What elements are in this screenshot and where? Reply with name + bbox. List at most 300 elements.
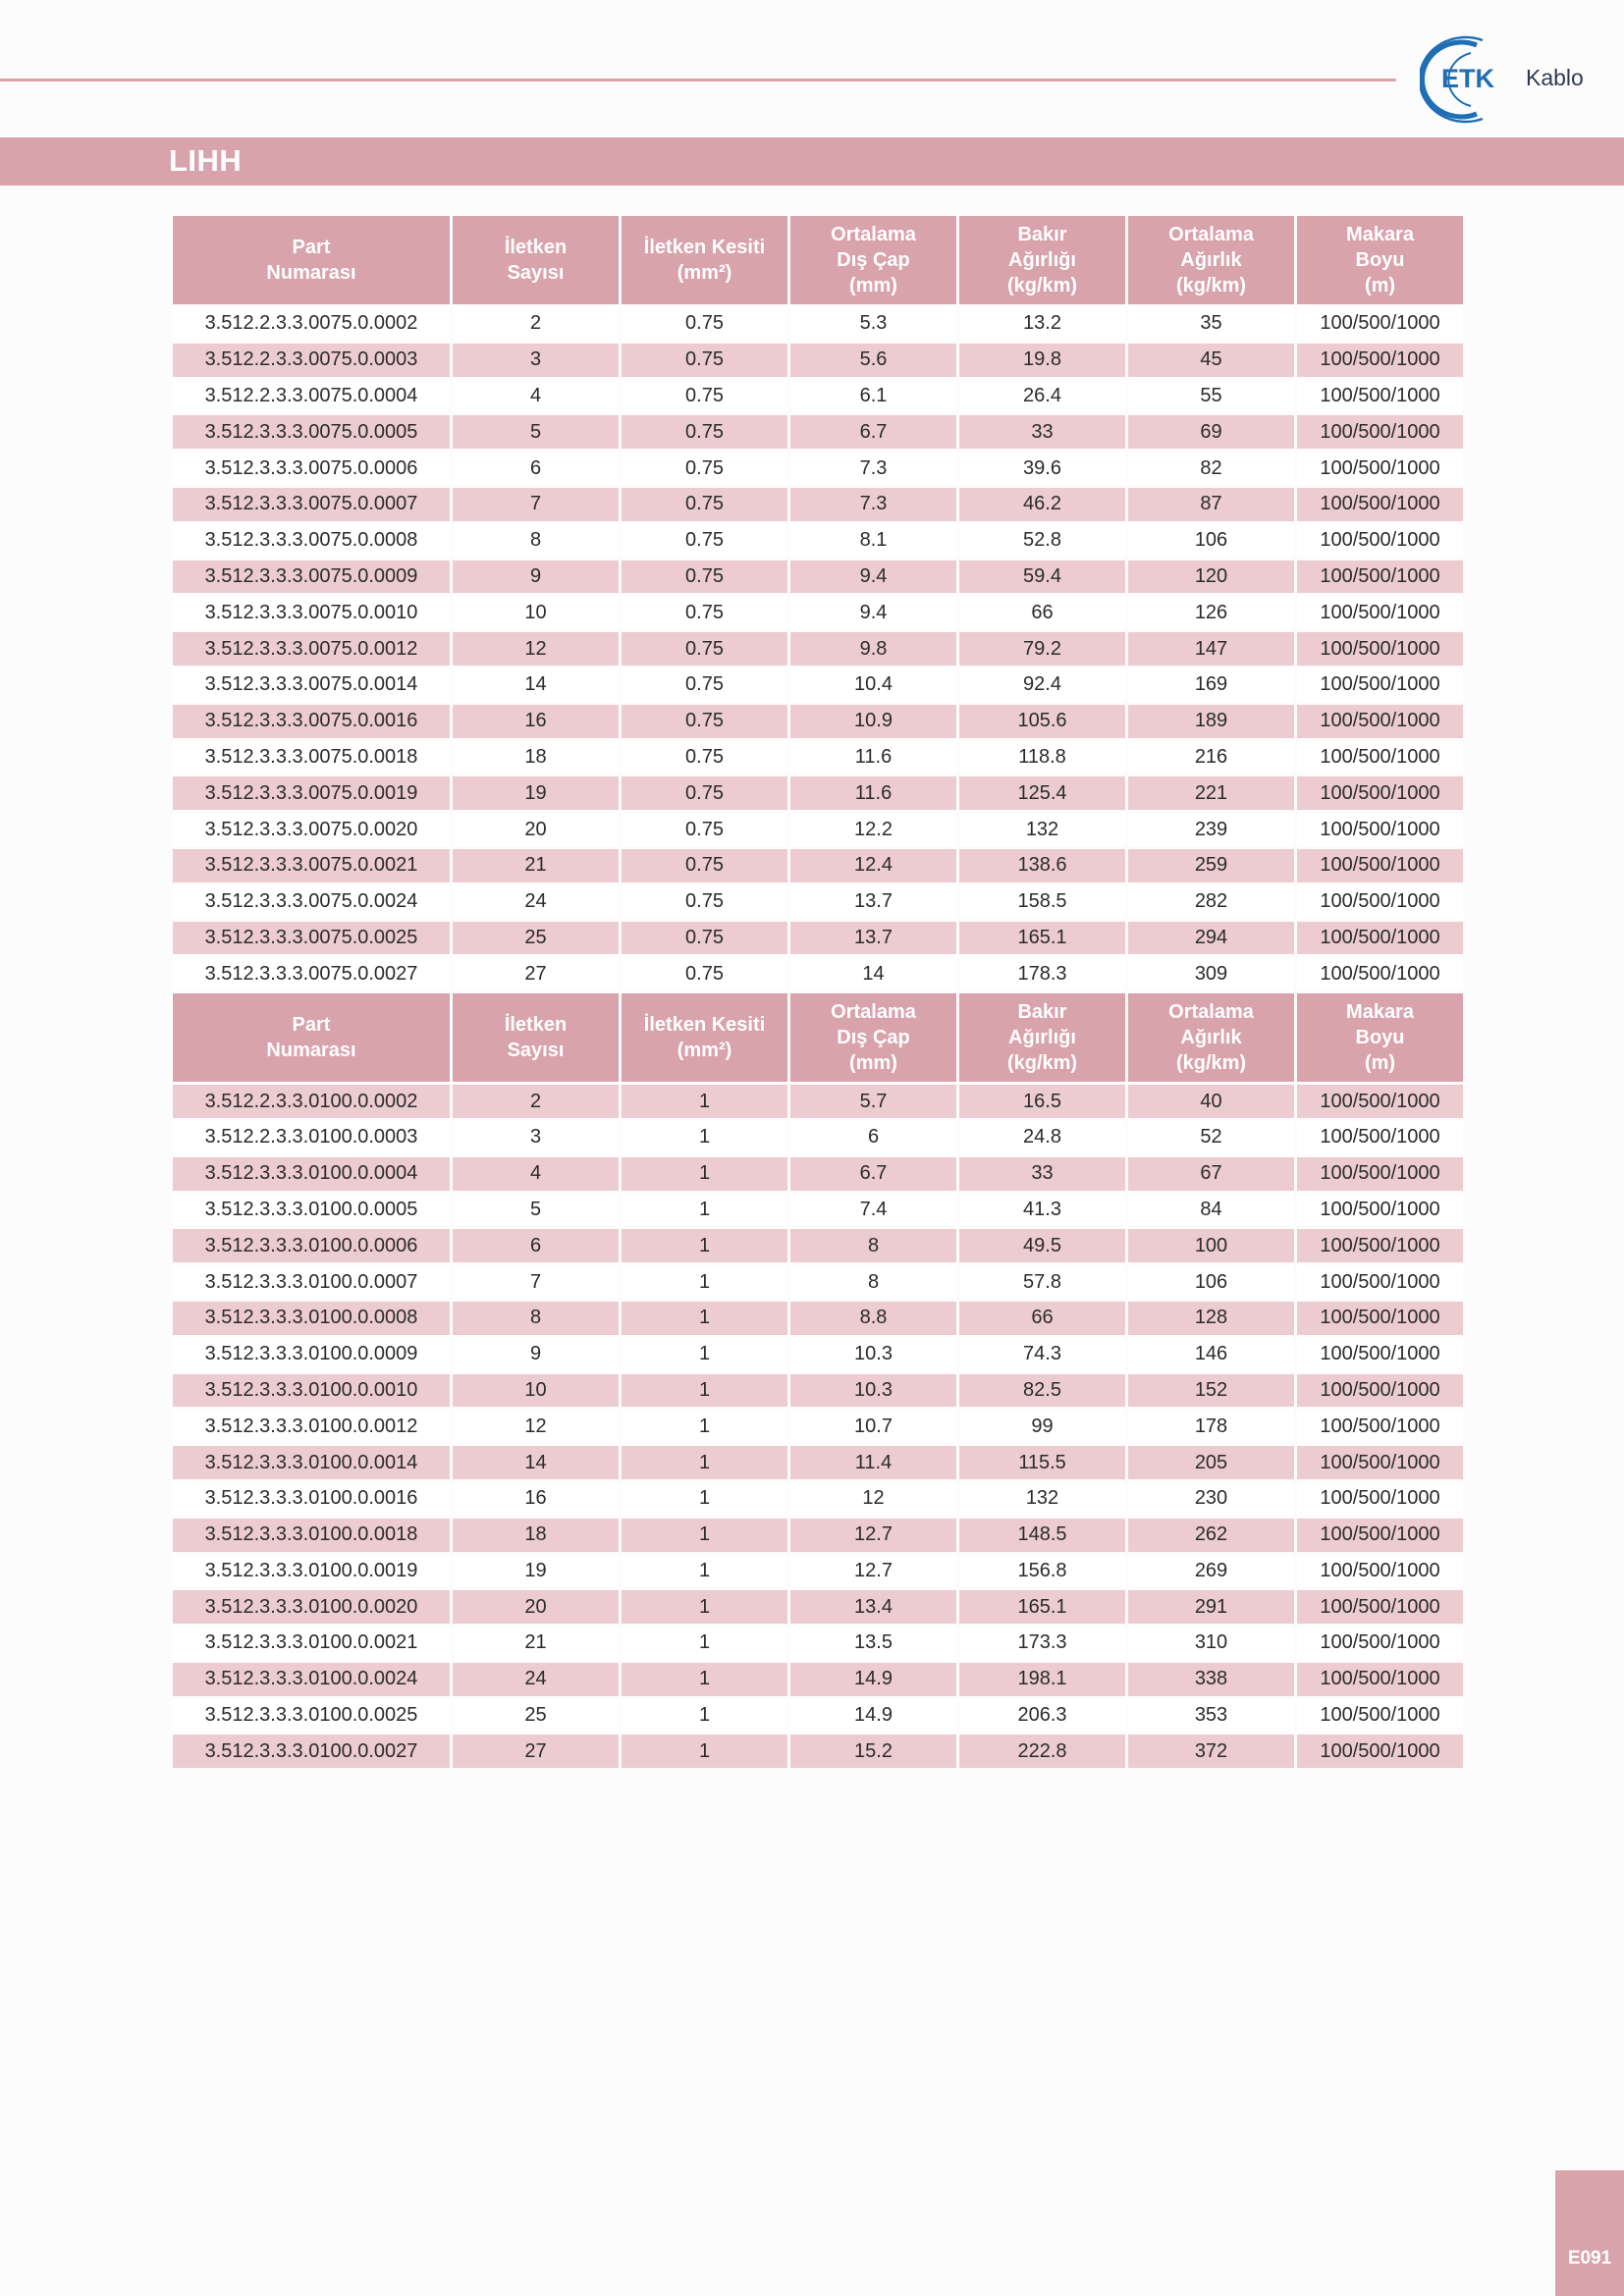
cell-conductor-count: 7: [453, 488, 619, 521]
cell-copper-weight: 132: [959, 1482, 1125, 1516]
header-line: (kg/km): [1006, 1052, 1078, 1075]
cell-conductor-count: 21: [453, 849, 619, 882]
header-line: Dış Çap: [837, 1027, 910, 1049]
cell-outer-diameter: 12.7: [790, 1519, 956, 1552]
cell-reel-length: 100/500/1000: [1297, 922, 1463, 955]
cell-reel-length: 100/500/1000: [1297, 813, 1463, 846]
header-line: (mm²): [677, 262, 732, 284]
table-row: [173, 1735, 1463, 1768]
cell-average-weight: 294: [1128, 922, 1294, 955]
cell-conductor-count: 5: [453, 415, 619, 449]
cell-copper-weight: 24.8: [959, 1121, 1125, 1154]
cell-part-number: 3.512.3.3.3.0075.0.0005: [173, 415, 450, 449]
header-line: İletken Kesiti: [643, 1014, 766, 1037]
header-line: Sayısı: [507, 262, 565, 284]
cell-average-weight: 147: [1128, 632, 1294, 666]
table-row: [173, 488, 1463, 521]
table-row: [173, 1338, 1463, 1371]
cell-conductor-cross-section: 0.75: [622, 596, 787, 629]
cell-outer-diameter: 11.4: [790, 1446, 956, 1479]
header-line: Ortalama: [1168, 224, 1254, 245]
cell-conductor-count: 25: [453, 922, 619, 955]
cell-conductor-count: 3: [453, 1121, 619, 1154]
cell-part-number: 3.512.2.3.3.0100.0.0003: [173, 1121, 450, 1154]
cell-part-number: 3.512.3.3.3.0100.0.0012: [173, 1410, 450, 1443]
cell-copper-weight: 66: [959, 596, 1125, 629]
cell-outer-diameter: 8: [790, 1229, 956, 1262]
cell-outer-diameter: 8.1: [790, 524, 956, 558]
cell-reel-length: 100/500/1000: [1297, 1374, 1463, 1408]
table-header-row: [173, 216, 1463, 304]
cell-reel-length: 100/500/1000: [1297, 632, 1463, 666]
cell-part-number: 3.512.2.3.3.0075.0.0004: [173, 380, 450, 413]
cell-reel-length: 100/500/1000: [1297, 1085, 1463, 1118]
cell-conductor-count: 3: [453, 344, 619, 377]
cell-average-weight: 239: [1128, 813, 1294, 846]
page-title: LIHH: [169, 143, 243, 178]
header-line: Part: [292, 237, 331, 258]
table-row: [173, 1265, 1463, 1299]
header-line: Boyu: [1355, 249, 1405, 271]
cell-part-number: 3.512.3.3.3.0075.0.0014: [173, 668, 450, 702]
cell-conductor-cross-section: 1: [622, 1555, 787, 1588]
cell-copper-weight: 118.8: [959, 741, 1125, 774]
cell-part-number: 3.512.3.3.3.0100.0.0018: [173, 1519, 450, 1552]
cell-outer-diameter: 6.1: [790, 380, 956, 413]
cell-reel-length: 100/500/1000: [1297, 1446, 1463, 1479]
cell-conductor-cross-section: 0.75: [622, 380, 787, 413]
header-line: Makara: [1346, 224, 1414, 245]
cell-conductor-count: 20: [453, 813, 619, 846]
cell-reel-length: 100/500/1000: [1297, 344, 1463, 377]
header-line: Ortalama: [1168, 1001, 1254, 1024]
cell-average-weight: 310: [1128, 1627, 1294, 1660]
cell-copper-weight: 19.8: [959, 344, 1125, 377]
cell-conductor-count: 19: [453, 1555, 619, 1588]
table-row: [173, 1229, 1463, 1262]
cell-reel-length: 100/500/1000: [1297, 307, 1463, 341]
cell-average-weight: 35: [1128, 307, 1294, 341]
cell-outer-diameter: 7.3: [790, 452, 956, 485]
cell-average-weight: 259: [1128, 849, 1294, 882]
header-line: Ağırlık: [1180, 249, 1242, 271]
cell-average-weight: 55: [1128, 380, 1294, 413]
cell-outer-diameter: 5.3: [790, 307, 956, 341]
cell-average-weight: 169: [1128, 668, 1294, 702]
cell-part-number: 3.512.2.3.3.0100.0.0002: [173, 1085, 450, 1118]
cell-copper-weight: 57.8: [959, 1265, 1125, 1299]
header-line: Boyu: [1355, 1027, 1405, 1049]
table-row: [173, 668, 1463, 702]
cell-copper-weight: 59.4: [959, 561, 1125, 594]
cell-conductor-cross-section: 0.75: [622, 957, 787, 990]
cell-conductor-cross-section: 0.75: [622, 776, 787, 810]
cell-outer-diameter: 12.4: [790, 849, 956, 882]
cell-average-weight: 309: [1128, 957, 1294, 990]
cell-copper-weight: 92.4: [959, 668, 1125, 702]
cell-reel-length: 100/500/1000: [1297, 1555, 1463, 1588]
cell-reel-length: 100/500/1000: [1297, 1229, 1463, 1262]
cell-conductor-count: 27: [453, 1735, 619, 1768]
cell-reel-length: 100/500/1000: [1297, 957, 1463, 990]
cell-reel-length: 100/500/1000: [1297, 1265, 1463, 1299]
cell-conductor-cross-section: 0.75: [622, 632, 787, 666]
cell-reel-length: 100/500/1000: [1297, 849, 1463, 882]
header-line: Bakır: [1017, 224, 1067, 245]
cell-reel-length: 100/500/1000: [1297, 452, 1463, 485]
cell-copper-weight: 165.1: [959, 922, 1125, 955]
cell-average-weight: 128: [1128, 1302, 1294, 1335]
cell-copper-weight: 173.3: [959, 1627, 1125, 1660]
table-row: [173, 922, 1463, 955]
table-header-row: [173, 993, 1463, 1082]
header-conductor-count: [453, 993, 619, 1082]
cell-conductor-cross-section: 1: [622, 1085, 787, 1118]
cell-copper-weight: 33: [959, 415, 1125, 449]
cell-part-number: 3.512.3.3.3.0100.0.0006: [173, 1229, 450, 1262]
cell-average-weight: 40: [1128, 1085, 1294, 1118]
cell-conductor-cross-section: 0.75: [622, 307, 787, 341]
cell-conductor-cross-section: 1: [622, 1482, 787, 1516]
cell-part-number: 3.512.2.3.3.0075.0.0002: [173, 307, 450, 341]
cell-reel-length: 100/500/1000: [1297, 380, 1463, 413]
cell-outer-diameter: 10.7: [790, 1410, 956, 1443]
cell-conductor-count: 18: [453, 741, 619, 774]
cell-average-weight: 152: [1128, 1374, 1294, 1408]
cell-average-weight: 189: [1128, 705, 1294, 738]
cell-copper-weight: 82.5: [959, 1374, 1125, 1408]
cell-average-weight: 216: [1128, 741, 1294, 774]
cell-average-weight: 338: [1128, 1663, 1294, 1696]
cell-copper-weight: 79.2: [959, 632, 1125, 666]
cell-part-number: 3.512.3.3.3.0075.0.0019: [173, 776, 450, 810]
cell-average-weight: 84: [1128, 1194, 1294, 1227]
cell-average-weight: 282: [1128, 885, 1294, 919]
cell-copper-weight: 66: [959, 1302, 1125, 1335]
cell-outer-diameter: 10.3: [790, 1338, 956, 1371]
cell-outer-diameter: 14.9: [790, 1699, 956, 1733]
cell-average-weight: 67: [1128, 1157, 1294, 1191]
cell-outer-diameter: 13.4: [790, 1590, 956, 1624]
cell-average-weight: 353: [1128, 1699, 1294, 1733]
cell-conductor-count: 7: [453, 1265, 619, 1299]
cell-part-number: 3.512.3.3.3.0100.0.0009: [173, 1338, 450, 1371]
cell-average-weight: 100: [1128, 1229, 1294, 1262]
cell-copper-weight: 16.5: [959, 1085, 1125, 1118]
cell-outer-diameter: 13.7: [790, 885, 956, 919]
header-part-number: [173, 216, 450, 304]
cell-conductor-count: 16: [453, 705, 619, 738]
cell-outer-diameter: 6.7: [790, 415, 956, 449]
logo-suffix: Kablo: [1526, 65, 1584, 90]
cell-conductor-cross-section: 1: [622, 1265, 787, 1299]
cell-part-number: 3.512.3.3.3.0075.0.0020: [173, 813, 450, 846]
cell-conductor-cross-section: 1: [622, 1663, 787, 1696]
cell-reel-length: 100/500/1000: [1297, 668, 1463, 702]
cell-conductor-count: 8: [453, 524, 619, 558]
cell-outer-diameter: 14.9: [790, 1663, 956, 1696]
cell-reel-length: 100/500/1000: [1297, 596, 1463, 629]
cell-copper-weight: 99: [959, 1410, 1125, 1443]
cell-copper-weight: 178.3: [959, 957, 1125, 990]
table-row: [173, 957, 1463, 990]
cell-outer-diameter: 13.5: [790, 1627, 956, 1660]
cell-conductor-cross-section: 1: [622, 1121, 787, 1154]
cell-conductor-cross-section: 0.75: [622, 524, 787, 558]
cell-outer-diameter: 10.4: [790, 668, 956, 702]
table-row: [173, 307, 1463, 341]
page-number: E091: [1567, 2248, 1612, 2269]
table-row: [173, 1194, 1463, 1227]
cell-average-weight: 269: [1128, 1555, 1294, 1588]
cell-conductor-count: 8: [453, 1302, 619, 1335]
header-line: İletken: [504, 237, 568, 258]
header-line: Part: [292, 1014, 331, 1037]
cell-part-number: 3.512.3.3.3.0075.0.0016: [173, 705, 450, 738]
header-line: İletken Kesiti: [643, 237, 766, 258]
cell-conductor-cross-section: 0.75: [622, 488, 787, 521]
cell-reel-length: 100/500/1000: [1297, 1590, 1463, 1624]
table-row: [173, 1663, 1463, 1696]
cell-conductor-cross-section: 0.75: [622, 813, 787, 846]
table-row: [173, 380, 1463, 413]
cell-reel-length: 100/500/1000: [1297, 1482, 1463, 1516]
header-line: Dış Çap: [837, 249, 910, 271]
cell-conductor-count: 6: [453, 452, 619, 485]
table-row: [173, 344, 1463, 377]
cell-copper-weight: 74.3: [959, 1338, 1125, 1371]
cell-outer-diameter: 6: [790, 1121, 956, 1154]
header-line: Numarası: [266, 1040, 356, 1062]
cell-average-weight: 291: [1128, 1590, 1294, 1624]
header-reel-length: [1297, 216, 1463, 304]
cell-conductor-cross-section: 0.75: [622, 885, 787, 919]
cell-average-weight: 52: [1128, 1121, 1294, 1154]
table-row: [173, 885, 1463, 919]
table-row: [173, 1555, 1463, 1588]
page-tab: [1555, 2170, 1624, 2296]
cell-conductor-count: 24: [453, 885, 619, 919]
cell-reel-length: 100/500/1000: [1297, 488, 1463, 521]
cell-part-number: 3.512.3.3.3.0075.0.0025: [173, 922, 450, 955]
cell-conductor-count: 9: [453, 1338, 619, 1371]
cell-part-number: 3.512.3.3.3.0100.0.0014: [173, 1446, 450, 1479]
cell-reel-length: 100/500/1000: [1297, 561, 1463, 594]
table-row: [173, 1627, 1463, 1660]
cell-conductor-count: 14: [453, 668, 619, 702]
cell-conductor-cross-section: 1: [622, 1699, 787, 1733]
cell-copper-weight: 105.6: [959, 705, 1125, 738]
cell-part-number: 3.512.2.3.3.0075.0.0003: [173, 344, 450, 377]
cell-average-weight: 45: [1128, 344, 1294, 377]
cell-reel-length: 100/500/1000: [1297, 524, 1463, 558]
cell-copper-weight: 39.6: [959, 452, 1125, 485]
header-line: (m): [1364, 275, 1396, 296]
header-line: (m): [1364, 1052, 1396, 1075]
cell-part-number: 3.512.3.3.3.0100.0.0019: [173, 1555, 450, 1588]
table-row: [173, 415, 1463, 449]
cell-outer-diameter: 5.6: [790, 344, 956, 377]
cell-average-weight: 69: [1128, 415, 1294, 449]
cell-reel-length: 100/500/1000: [1297, 1121, 1463, 1154]
cell-part-number: 3.512.3.3.3.0100.0.0007: [173, 1265, 450, 1299]
header-average-weight: [1128, 993, 1294, 1082]
cell-part-number: 3.512.3.3.3.0075.0.0018: [173, 741, 450, 774]
header-conductor-count: [453, 216, 619, 304]
cell-reel-length: 100/500/1000: [1297, 1519, 1463, 1552]
cell-conductor-cross-section: 1: [622, 1229, 787, 1262]
table-row: [173, 1446, 1463, 1479]
table-row: [173, 776, 1463, 810]
cell-reel-length: 100/500/1000: [1297, 415, 1463, 449]
spec-table: [170, 213, 1466, 1771]
cell-conductor-count: 2: [453, 307, 619, 341]
cell-conductor-cross-section: 1: [622, 1374, 787, 1408]
table-row: [173, 524, 1463, 558]
cell-conductor-cross-section: 1: [622, 1302, 787, 1335]
cell-part-number: 3.512.3.3.3.0075.0.0027: [173, 957, 450, 990]
cell-outer-diameter: 11.6: [790, 776, 956, 810]
cell-conductor-count: 20: [453, 1590, 619, 1624]
header-line: (mm): [849, 1052, 897, 1075]
cell-part-number: 3.512.3.3.3.0100.0.0005: [173, 1194, 450, 1227]
cell-conductor-cross-section: 0.75: [622, 344, 787, 377]
cell-copper-weight: 49.5: [959, 1229, 1125, 1262]
logo-mark-text: ETK: [1441, 64, 1494, 93]
cell-conductor-cross-section: 1: [622, 1590, 787, 1624]
cell-average-weight: 120: [1128, 561, 1294, 594]
header-line: Bakır: [1017, 1001, 1067, 1024]
cell-conductor-cross-section: 0.75: [622, 705, 787, 738]
table-row: [173, 596, 1463, 629]
table-row: [173, 1374, 1463, 1408]
header-line: Makara: [1346, 1001, 1414, 1024]
header-line: Ortalama: [831, 1001, 916, 1024]
cell-average-weight: 106: [1128, 524, 1294, 558]
cell-outer-diameter: 14: [790, 957, 956, 990]
cell-part-number: 3.512.3.3.3.0100.0.0004: [173, 1157, 450, 1191]
cell-part-number: 3.512.3.3.3.0100.0.0010: [173, 1374, 450, 1408]
cell-conductor-count: 6: [453, 1229, 619, 1262]
cell-conductor-cross-section: 1: [622, 1194, 787, 1227]
cell-outer-diameter: 9.4: [790, 596, 956, 629]
cell-part-number: 3.512.3.3.3.0075.0.0012: [173, 632, 450, 666]
cell-part-number: 3.512.3.3.3.0100.0.0020: [173, 1590, 450, 1624]
cell-reel-length: 100/500/1000: [1297, 705, 1463, 738]
cell-part-number: 3.512.3.3.3.0100.0.0025: [173, 1699, 450, 1733]
table-row: [173, 1121, 1463, 1154]
cell-conductor-cross-section: 0.75: [622, 415, 787, 449]
cell-average-weight: 262: [1128, 1519, 1294, 1552]
table-row: [173, 705, 1463, 738]
cell-conductor-count: 24: [453, 1663, 619, 1696]
cell-copper-weight: 13.2: [959, 307, 1125, 341]
header-outer-diameter: [790, 216, 956, 304]
cell-part-number: 3.512.3.3.3.0100.0.0027: [173, 1735, 450, 1768]
cell-copper-weight: 206.3: [959, 1699, 1125, 1733]
cell-conductor-count: 10: [453, 596, 619, 629]
cell-copper-weight: 222.8: [959, 1735, 1125, 1768]
cell-part-number: 3.512.3.3.3.0100.0.0021: [173, 1627, 450, 1660]
cell-part-number: 3.512.3.3.3.0075.0.0007: [173, 488, 450, 521]
header-line: Ağırlığı: [1008, 1027, 1076, 1049]
cell-average-weight: 82: [1128, 452, 1294, 485]
cell-reel-length: 100/500/1000: [1297, 1338, 1463, 1371]
table-row: [173, 1590, 1463, 1624]
header-line: (mm²): [677, 1040, 732, 1062]
cell-outer-diameter: 15.2: [790, 1735, 956, 1768]
cell-reel-length: 100/500/1000: [1297, 1627, 1463, 1660]
cell-outer-diameter: 9.8: [790, 632, 956, 666]
cell-part-number: 3.512.3.3.3.0100.0.0008: [173, 1302, 450, 1335]
cell-reel-length: 100/500/1000: [1297, 1302, 1463, 1335]
header-line: İletken: [504, 1014, 568, 1037]
cell-outer-diameter: 7.4: [790, 1194, 956, 1227]
cell-conductor-cross-section: 0.75: [622, 668, 787, 702]
header-conductor-cross-section: [622, 216, 787, 304]
cell-copper-weight: 125.4: [959, 776, 1125, 810]
cell-conductor-cross-section: 1: [622, 1410, 787, 1443]
cell-outer-diameter: 6.7: [790, 1157, 956, 1191]
cell-conductor-cross-section: 1: [622, 1627, 787, 1660]
cell-conductor-count: 19: [453, 776, 619, 810]
cell-copper-weight: 26.4: [959, 380, 1125, 413]
cell-average-weight: 126: [1128, 596, 1294, 629]
table-row: [173, 1302, 1463, 1335]
cell-average-weight: 221: [1128, 776, 1294, 810]
header-average-weight: [1128, 216, 1294, 304]
cell-conductor-count: 21: [453, 1627, 619, 1660]
cell-copper-weight: 138.6: [959, 849, 1125, 882]
cell-part-number: 3.512.3.3.3.0075.0.0008: [173, 524, 450, 558]
cell-conductor-count: 4: [453, 380, 619, 413]
cell-part-number: 3.512.3.3.3.0075.0.0021: [173, 849, 450, 882]
cell-part-number: 3.512.3.3.3.0075.0.0010: [173, 596, 450, 629]
table-row: [173, 849, 1463, 882]
cell-average-weight: 106: [1128, 1265, 1294, 1299]
cell-outer-diameter: 7.3: [790, 488, 956, 521]
header-part-number: [173, 993, 450, 1082]
cell-outer-diameter: 5.7: [790, 1085, 956, 1118]
cell-conductor-cross-section: 0.75: [622, 922, 787, 955]
cell-conductor-cross-section: 0.75: [622, 452, 787, 485]
header-line: Sayısı: [507, 1040, 565, 1062]
cell-average-weight: 372: [1128, 1735, 1294, 1768]
cell-part-number: 3.512.3.3.3.0075.0.0009: [173, 561, 450, 594]
cell-conductor-cross-section: 0.75: [622, 741, 787, 774]
header-line: Ortalama: [831, 224, 916, 245]
cell-reel-length: 100/500/1000: [1297, 741, 1463, 774]
cell-conductor-count: 25: [453, 1699, 619, 1733]
cell-average-weight: 230: [1128, 1482, 1294, 1516]
cell-reel-length: 100/500/1000: [1297, 1699, 1463, 1733]
cell-conductor-count: 4: [453, 1157, 619, 1191]
cell-copper-weight: 115.5: [959, 1446, 1125, 1479]
cell-copper-weight: 52.8: [959, 524, 1125, 558]
cell-outer-diameter: 10.9: [790, 705, 956, 738]
cell-part-number: 3.512.3.3.3.0100.0.0024: [173, 1663, 450, 1696]
cell-outer-diameter: 12.7: [790, 1555, 956, 1588]
cell-copper-weight: 46.2: [959, 488, 1125, 521]
header-line: (kg/km): [1006, 275, 1078, 296]
cell-part-number: 3.512.3.3.3.0100.0.0016: [173, 1482, 450, 1516]
cell-copper-weight: 41.3: [959, 1194, 1125, 1227]
cell-conductor-count: 2: [453, 1085, 619, 1118]
cell-copper-weight: 165.1: [959, 1590, 1125, 1624]
cell-copper-weight: 132: [959, 813, 1125, 846]
cell-part-number: 3.512.3.3.3.0075.0.0024: [173, 885, 450, 919]
cell-outer-diameter: 11.6: [790, 741, 956, 774]
